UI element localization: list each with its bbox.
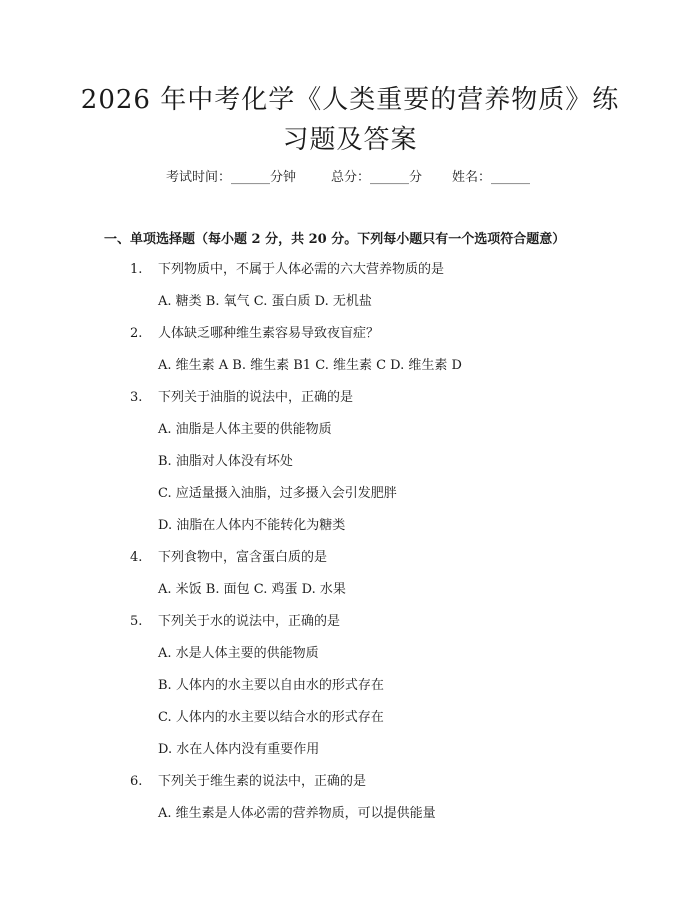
question-option: A. 油脂是人体主要的供能物质 xyxy=(158,422,332,437)
question-text: 下列物质中，不属于人体必需的六大营养物质的是 xyxy=(158,262,445,277)
question-number: 2. xyxy=(130,326,143,341)
question-option: B. 油脂对人体没有坏处 xyxy=(158,454,293,469)
document-title-line-1: 2026 年中考化学《人类重要的营养物质》练 xyxy=(80,85,620,115)
question-option: D. 水在人体内没有重要作用 xyxy=(158,742,320,757)
question-number: 1. xyxy=(130,262,143,277)
question-options: A. 糖类 B. 氧气 C. 蛋白质 D. 无机盐 xyxy=(158,294,372,309)
question-option: C. 人体内的水主要以结合水的形式存在 xyxy=(158,710,384,725)
total-score-label: 总分：______分 xyxy=(331,170,423,185)
question-option: C. 应适量摄入油脂，过多摄入会引发肥胖 xyxy=(158,486,397,501)
question-options: A. 米饭 B. 面包 C. 鸡蛋 D. 水果 xyxy=(158,582,346,597)
question-text: 下列关于水的说法中，正确的是 xyxy=(158,614,341,629)
question-option: A. 维生素是人体必需的营养物质，可以提供能量 xyxy=(158,806,436,821)
question-number: 5. xyxy=(130,614,143,629)
name-label: 姓名：______ xyxy=(452,170,531,185)
question-option: D. 油脂在人体内不能转化为糖类 xyxy=(158,518,346,533)
document-title-line-2: 习题及答案 xyxy=(282,125,418,155)
section-heading: 一、单项选择题（每小题 2 分，共 20 分。下列每小题只有一个选项符合题意） xyxy=(104,232,566,247)
question-text: 下列关于维生素的说法中，正确的是 xyxy=(158,774,367,789)
question-text: 下列食物中，富含蛋白质的是 xyxy=(158,550,328,565)
question-number: 3. xyxy=(130,390,143,405)
question-number: 6. xyxy=(130,774,143,789)
question-option: B. 人体内的水主要以自由水的形式存在 xyxy=(158,678,384,693)
question-number: 4. xyxy=(130,550,143,565)
exam-time-label: 考试时间：______分钟 xyxy=(166,170,297,185)
question-option: A. 水是人体主要的供能物质 xyxy=(158,646,319,661)
question-options: A. 维生素 A B. 维生素 B1 C. 维生素 C D. 维生素 D xyxy=(158,358,462,373)
question-text: 人体缺乏哪种维生素容易导致夜盲症？ xyxy=(158,326,380,341)
question-text: 下列关于油脂的说法中，正确的是 xyxy=(158,390,354,405)
